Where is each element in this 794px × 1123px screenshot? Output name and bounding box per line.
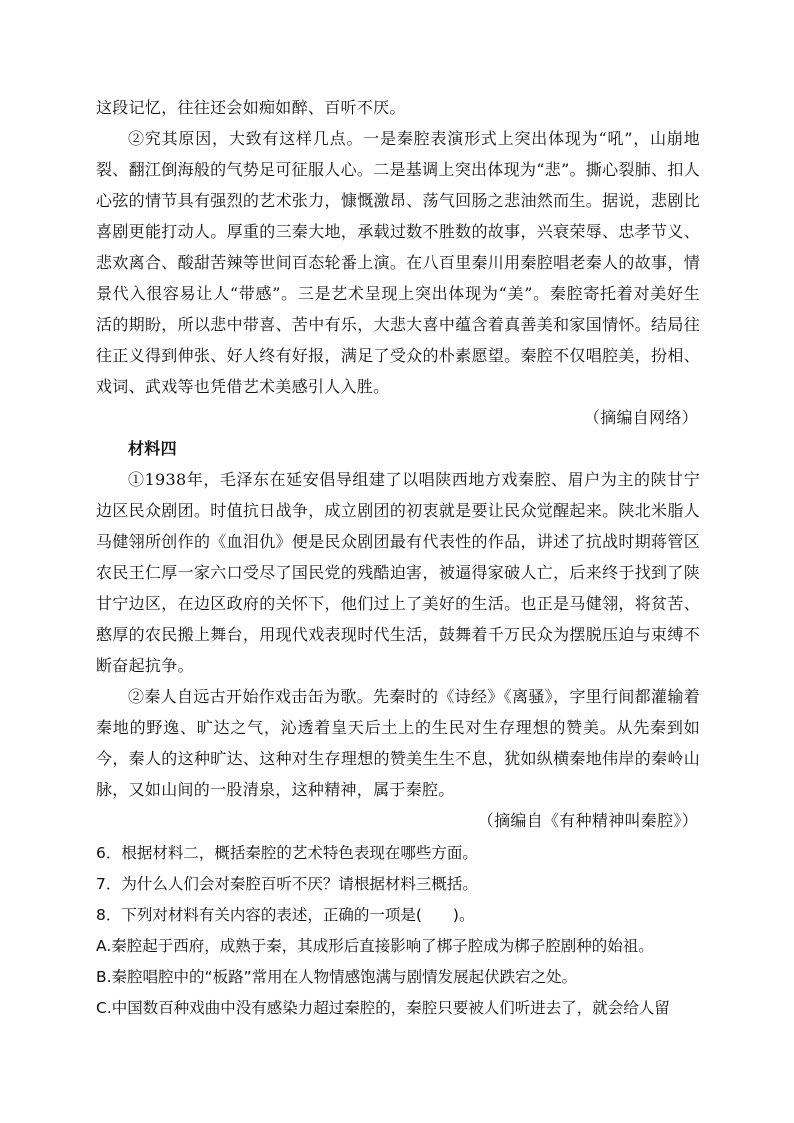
question-6: 6．根据材料二，概括秦腔的艺术特色表现在哪些方面。 bbox=[96, 844, 478, 862]
option-b: B.秦腔唱腔中的“板路”常用在人物情感饱满与剧情发展起伏跌宕之处。 bbox=[96, 968, 578, 986]
option-a: A.秦腔起于西府，成熟于秦，其成形后直接影响了梆子腔成为梆子腔剧种的始祖。 bbox=[96, 937, 654, 955]
material4-paragraph-2: ②秦人自远古开始作戏击缶为歌。先秦时的《诗经》《离骚》，字里行间都灌输着秦地的野逸、旷达之气，沁透着皇天后土上的生民对生存理想的赞美。从先秦到如今，秦人的这种旷达、这种对生存理想的赞美生生不息，犹如纵横秦地伟岸的秦岭山脉，又如山间的一股清泉，这种精神，属于秦腔。 bbox=[96, 687, 700, 799]
material4-paragraph-1: ①1938年，毛泽东在延安倡导组建了以唱陕西地方戏秦腔、眉户为主的陕甘宁边区民众剧团。时值抗日战争，成立剧团的初衷就是要让民众觉醒起来。陕北米脂人马健翎所创作的《血泪仇》便是民众剧团最有代表性的作品，讲述了抗战时期蒋管区农民王仁厚一家六口受尽了国民党的残酷迫害，被逼得家破人亡，后来终于找到了陕甘宁边区，在边区政府的关怀下，他们过上了美好的生活。也正是马健翎，将贫苦、憨厚的农民搬上舞台，用现代戏表现时代生活，鼓舞着千万民众为摆脱压迫与束缚不断奋起抗争。 bbox=[96, 470, 700, 675]
material3-continuation: 这段记忆，往往还会如痴如醉、百听不厌。 bbox=[96, 98, 406, 117]
material3-paragraph-2: ②究其原因，大致有这样几点。一是秦腔表演形式上突出体现为“吼”，山崩地裂、翻江倒海般的气势足可征服人心。二是基调上突出体现为“悲”。撕心裂肺、扣人心弦的情节具有强烈的艺术张力，慷慨激昂、荡气回肠之悲油然而生。据说，悲剧比喜剧更能打动人。厚重的三秦大地，承载过数不胜数的故事，兴衰荣辱、忠孝节义、悲欢离合、酸甜苦辣等世间百态轮番上演。在八百里秦川用秦腔唱老秦人的故事，情景代入很容易让人“带感”。三是艺术呈现上突出体现为“美”。秦腔寄托着对美好生活的期盼，所以悲中带喜、苦中有乐，大悲大喜中蕴含着真善美和家国情怀。结局往往正义得到伸张、好人终有好报，满足了受众的朴素愿望。秦腔不仅唱腔美，扮相、戏词、武戏等也凭借艺术美感引人入胜。 bbox=[96, 129, 700, 396]
material4-source: （摘编自《有种精神叫秦腔》） bbox=[477, 811, 698, 830]
option-c: C.中国数百种戏曲中没有感染力超过秦腔的，秦腔只要被人们听进去了，就会给人留 bbox=[96, 999, 670, 1017]
material4-heading: 材料四 bbox=[128, 439, 177, 458]
question-8: 8．下列对材料有关内容的表述，正确的一项是( )。 bbox=[96, 906, 475, 924]
material3-source: （摘编自网络） bbox=[583, 408, 698, 427]
question-7: 7．为什么人们会对秦腔百听不厌？请根据材料三概括。 bbox=[96, 875, 478, 893]
